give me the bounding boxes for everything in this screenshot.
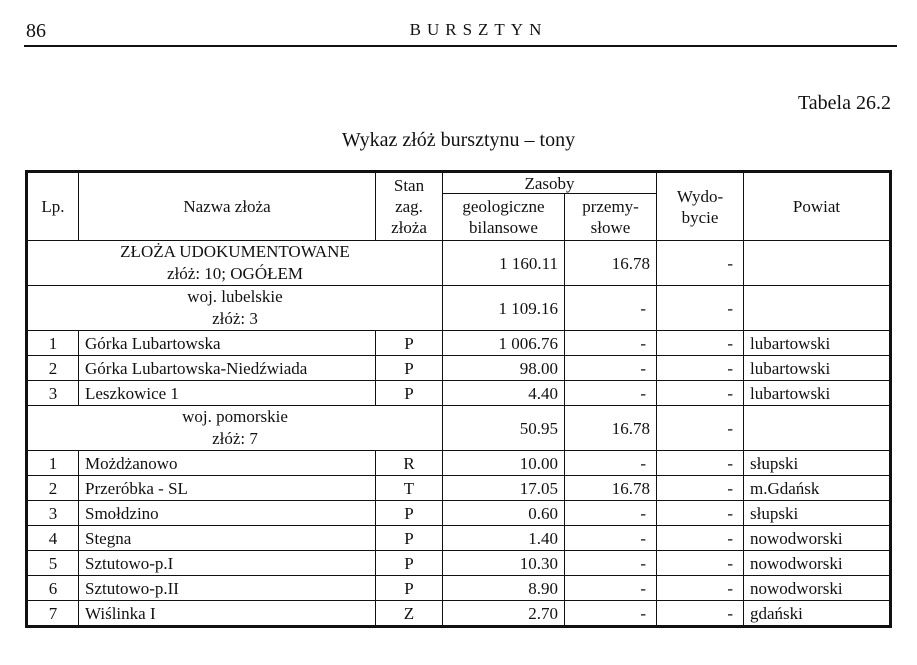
summary-wyd: - [657, 241, 744, 286]
cell-name: Możdżanowo [79, 451, 376, 476]
table-row [27, 601, 891, 627]
cell-stan: R [376, 451, 443, 476]
cell-lp: 3 [27, 501, 79, 526]
cell-name: Przeróbka - SL [79, 476, 376, 501]
cell-wyd: - [657, 576, 744, 601]
pomorskie-line-2: złóż: 7 [212, 429, 258, 448]
cell-wyd: - [657, 331, 744, 356]
group-label-lubelskie [27, 286, 443, 331]
running-title: BURSZTYN [409, 20, 548, 39]
cell-prz: - [565, 576, 657, 601]
pomorskie-wyd: - [657, 406, 744, 451]
geo-line-1: geologiczne [462, 197, 545, 216]
cell-powiat: lubartowski [744, 356, 891, 381]
cell-prz: - [565, 551, 657, 576]
table-row [27, 356, 891, 381]
page-number: 86 [26, 20, 46, 42]
cell-stan: P [376, 501, 443, 526]
prz-line-2: słowe [590, 218, 631, 237]
table-row [27, 331, 891, 356]
group-label-pomorskie [27, 406, 443, 451]
summary-prz: 16.78 [565, 241, 657, 286]
summary-line-1: ZŁOŻA UDOKUMENTOWANE [120, 242, 350, 261]
cell-prz: - [565, 526, 657, 551]
table-row [27, 551, 891, 576]
col-header-przemyslowe [565, 194, 657, 241]
cell-geo: 10.30 [443, 551, 565, 576]
table-caption: Wykaz złóż bursztynu – tony [341, 129, 576, 151]
cell-wyd: - [657, 501, 744, 526]
group-row-pomorskie [27, 406, 891, 451]
cell-lp: 5 [27, 551, 79, 576]
cell-powiat: gdański [744, 601, 891, 627]
cell-stan: P [376, 576, 443, 601]
cell-lp: 3 [27, 381, 79, 406]
table-row [27, 526, 891, 551]
cell-prz: - [565, 381, 657, 406]
col-header-powiat: Powiat [744, 172, 891, 241]
cell-geo: 4.40 [443, 381, 565, 406]
group-row-lubelskie [27, 286, 891, 331]
pomorskie-powiat [744, 406, 891, 451]
cell-prz: - [565, 601, 657, 627]
table-label: Tabela 26.2 [797, 92, 891, 114]
cell-name: Leszkowice 1 [79, 381, 376, 406]
cell-geo: 98.00 [443, 356, 565, 381]
table-row [27, 501, 891, 526]
cell-name: Stegna [79, 526, 376, 551]
cell-name: Smołdzino [79, 501, 376, 526]
cell-powiat: nowodworski [744, 526, 891, 551]
cell-wyd: - [657, 381, 744, 406]
col-header-lp: Lp. [27, 172, 79, 241]
table-row [27, 451, 891, 476]
cell-lp: 6 [27, 576, 79, 601]
cell-stan: P [376, 551, 443, 576]
cell-powiat: słupski [744, 501, 891, 526]
wyd-line-2: bycie [681, 207, 719, 227]
cell-stan: T [376, 476, 443, 501]
cell-geo: 0.60 [443, 501, 565, 526]
col-header-geologiczne [443, 194, 565, 241]
lubelskie-powiat [744, 286, 891, 331]
cell-prz: - [565, 501, 657, 526]
cell-lp: 1 [27, 331, 79, 356]
cell-geo: 17.05 [443, 476, 565, 501]
cell-name: Sztutowo-p.II [79, 576, 376, 601]
cell-name: Wiślinka I [79, 601, 376, 627]
cell-prz: - [565, 331, 657, 356]
lubelskie-line-2: złóż: 3 [212, 309, 258, 328]
stan-line-2: zag. [395, 197, 423, 216]
header-rule [24, 45, 897, 47]
cell-prz: 16.78 [565, 476, 657, 501]
cell-geo: 10.00 [443, 451, 565, 476]
pomorskie-line-1: woj. pomorskie [182, 407, 288, 426]
col-header-wydobycie [657, 172, 744, 241]
cell-name: Sztutowo-p.I [79, 551, 376, 576]
cell-stan: P [376, 381, 443, 406]
cell-wyd: - [657, 356, 744, 381]
cell-lp: 1 [27, 451, 79, 476]
cell-prz: - [565, 356, 657, 381]
summary-line-2: złóż: 10; OGÓŁEM [167, 264, 303, 283]
table-row [27, 476, 891, 501]
cell-powiat: nowodworski [744, 551, 891, 576]
lubelskie-line-1: woj. lubelskie [187, 287, 283, 306]
deposits-table [25, 170, 892, 628]
lubelskie-wyd: - [657, 286, 744, 331]
cell-geo: 1.40 [443, 526, 565, 551]
cell-stan: P [376, 356, 443, 381]
col-header-zasoby: Zasoby [443, 172, 657, 194]
cell-wyd: - [657, 476, 744, 501]
stan-line-3: złoża [391, 218, 427, 237]
cell-powiat: m.Gdańsk [744, 476, 891, 501]
cell-prz: - [565, 451, 657, 476]
cell-lp: 7 [27, 601, 79, 627]
pomorskie-geo: 50.95 [443, 406, 565, 451]
cell-wyd: - [657, 526, 744, 551]
table-row [27, 381, 891, 406]
geo-line-2: bilansowe [469, 218, 538, 237]
cell-geo: 8.90 [443, 576, 565, 601]
prz-line-1: przemy- [582, 197, 639, 216]
cell-name: Górka Lubartowska-Niedźwiada [79, 356, 376, 381]
cell-geo: 2.70 [443, 601, 565, 627]
wyd-line-1: Wydo- [676, 186, 724, 206]
cell-powiat: słupski [744, 451, 891, 476]
cell-geo: 1 006.76 [443, 331, 565, 356]
cell-stan: P [376, 526, 443, 551]
col-header-stan [376, 172, 443, 241]
lubelskie-prz: - [565, 286, 657, 331]
cell-powiat: nowodworski [744, 576, 891, 601]
cell-powiat: lubartowski [744, 331, 891, 356]
cell-name: Górka Lubartowska [79, 331, 376, 356]
summary-row [27, 241, 891, 286]
cell-lp: 2 [27, 356, 79, 381]
summary-geo: 1 160.11 [443, 241, 565, 286]
cell-wyd: - [657, 551, 744, 576]
cell-powiat: lubartowski [744, 381, 891, 406]
cell-stan: Z [376, 601, 443, 627]
header-row-1 [27, 172, 891, 194]
cell-stan: P [376, 331, 443, 356]
cell-wyd: - [657, 601, 744, 627]
table-row [27, 576, 891, 601]
cell-lp: 2 [27, 476, 79, 501]
cell-lp: 4 [27, 526, 79, 551]
stan-line-1: Stan [393, 176, 425, 195]
pomorskie-prz: 16.78 [565, 406, 657, 451]
lubelskie-geo: 1 109.16 [443, 286, 565, 331]
cell-wyd: - [657, 451, 744, 476]
col-header-name: Nazwa złoża [79, 172, 376, 241]
summary-label [27, 241, 443, 286]
summary-powiat [744, 241, 891, 286]
